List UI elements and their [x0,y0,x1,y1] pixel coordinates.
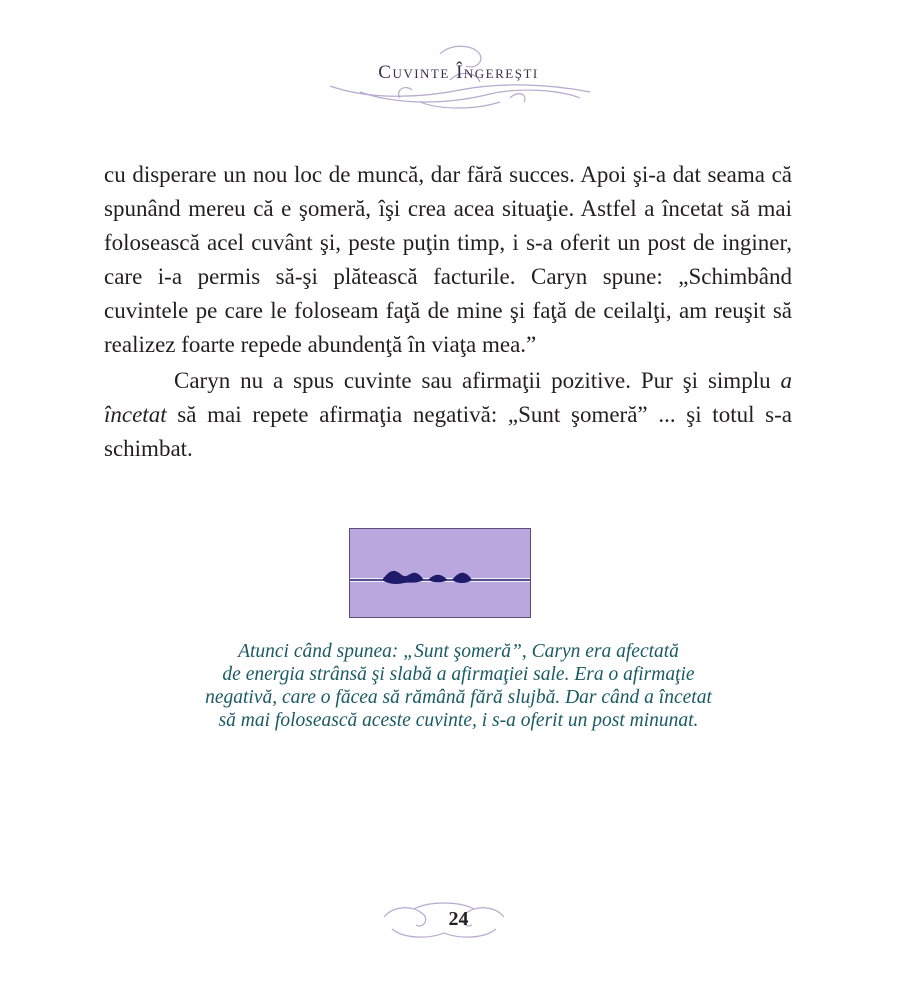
running-header-title: Cuvinte Îngereşti [378,62,539,83]
figure-caption [140,640,777,732]
paragraph-2-emphasis: a încetat [104,368,792,427]
caption-line: negativă, care o făcea să rămână fără slujbă. Dar când a încetat [205,687,712,708]
paragraph-2-start: Caryn nu a spus cuvinte sau afirmaţii pozitive. Pur şi simplu [174,368,781,393]
running-header [0,40,917,110]
energy-wave-graphic [350,529,530,617]
page-footer [0,895,917,945]
page-number: 24 [448,908,469,930]
caption-line: de energia strânsă şi slabă a afirmaţiei sale. Era o afirmaţie [222,664,695,685]
figure-background [350,529,530,617]
paragraph-2-end: să mai repete afirmaţia negativă: „Sunt şomeră” ... şi totul s-a schimbat. [104,402,792,461]
paragraph-2 [104,364,792,466]
body-text [104,158,792,466]
caption-line: Atunci când spunea: „Sunt şomeră”, Caryn era afectată [238,641,679,662]
energy-wave-illustration [349,528,531,618]
paragraph-1: cu disperare un nou loc de muncă, dar fără succes. Apoi şi-a dat seama că spunând mereu că e şomeră, îşi crea acea situaţie. Astfel a încetat să mai folosească acel cuvânt şi, peste puţin timp, i s-a oferit un post de inginer, care i-a permis să-şi plătească facturile. Caryn spune: „Schimbând cuvintele pe care le foloseam faţă de mine şi faţă de ceilalţi, am reuşit să realizez foarte repede abundenţă în viaţa mea.” [104,162,792,357]
caption-line: să mai folosească aceste cuvinte, i s-a oferit un post minunat. [218,710,699,731]
